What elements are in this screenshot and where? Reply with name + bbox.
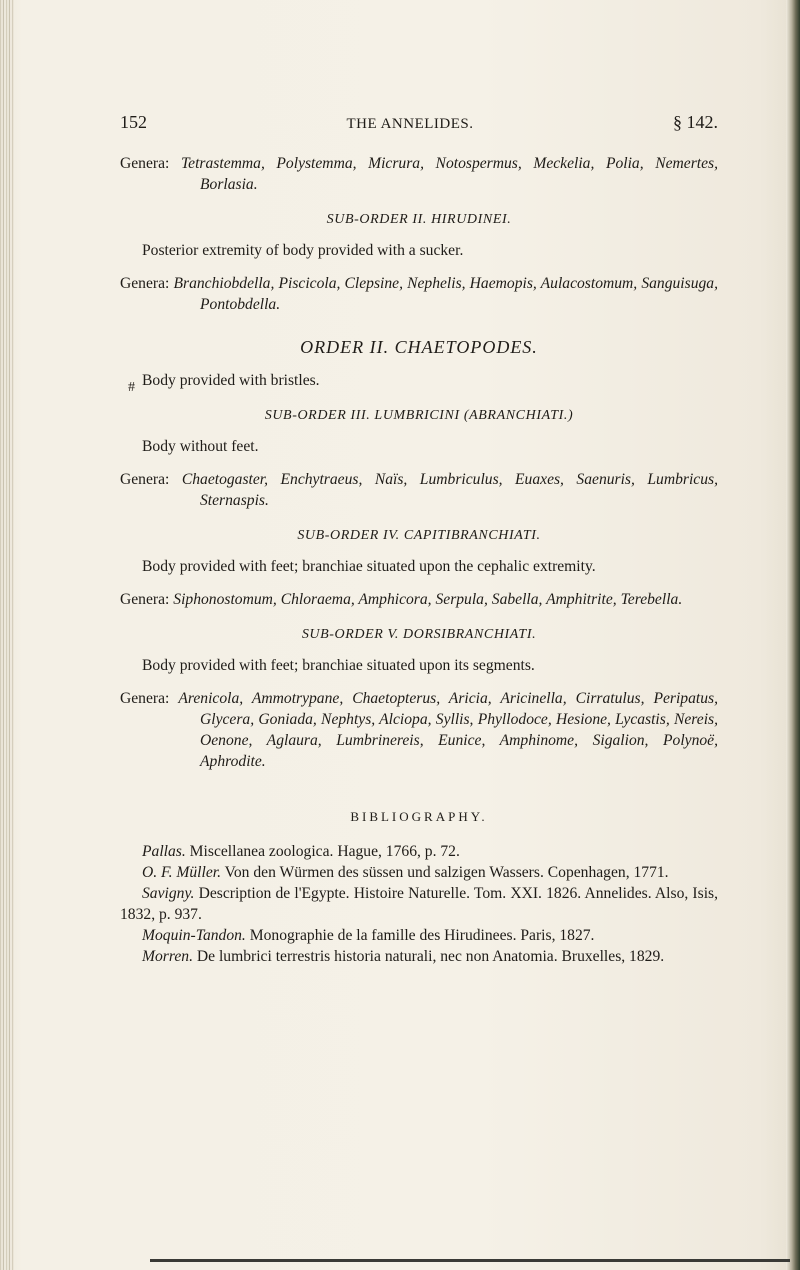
page-content <box>120 112 718 967</box>
suborder-heading-5: SUB-ORDER V. DORSIBRANCHIATI. <box>301 627 537 642</box>
margin-mark: # <box>128 380 135 395</box>
genera-list-2: Genera: Branchiobdella, Piscicola, Clepsine, Nephelis, Haemopis, Aulacostomum, Sanguisuga, Pontobdella. <box>120 275 718 313</box>
suborder-heading-2: SUB-ORDER II. HIRUDINEI. <box>326 212 512 227</box>
genera-list-5: Genera: Arenicola, Ammotrypane, Chaetopterus, Aricia, Aricinella, Cirratulus, Peripatus, Glycera, Goniada, Nephtys, Alciopa, Syllis, Phyllodoce, Hesione, Lycastis, Nereis, Oenone, Aglaura, Lumbrinereis, Eunice, Amphinome, Sigalion, Polynoë, Aphrodite. <box>120 690 718 770</box>
bibliography-entry: O. F. Müller. Von den Würmen des süssen und salzigen Wassers. Copenhagen, 1771. <box>142 864 669 881</box>
suborder-description-3: Body without feet. <box>142 438 259 455</box>
section-number: § 142. <box>673 112 718 132</box>
page-number: 152 <box>120 112 147 132</box>
suborder-description-2: Posterior extremity of body provided with a sucker. <box>142 242 464 259</box>
page-edge-right <box>786 0 800 1270</box>
suborder-heading-4: SUB-ORDER IV. CAPITIBRANCHIATI. <box>297 528 541 543</box>
running-header <box>120 112 718 135</box>
page-edge-left <box>0 0 14 1270</box>
running-title: THE ANNELIDES. <box>346 116 474 132</box>
bibliography-heading: BIBLIOGRAPHY. <box>350 809 488 824</box>
bibliography-entry: Pallas. Miscellanea zoologica. Hague, 1766, p. 72. <box>142 843 460 860</box>
suborder-description-5: Body provided with feet; branchiae situated upon its segments. <box>142 657 535 674</box>
order-description-2: Body provided with bristles. <box>142 372 320 389</box>
genera-list-1: Genera: Tetrastemma, Polystemma, Micrura, Notospermus, Meckelia, Polia, Nemertes, Borlasia. <box>120 155 718 193</box>
bottom-rule <box>150 1259 790 1262</box>
suborder-heading-3: SUB-ORDER III. LUMBRICINI (ABRANCHIATI.) <box>264 408 574 423</box>
bibliography-entry: Moquin-Tandon. Monographie de la famille des Hirudinees. Paris, 1827. <box>142 927 595 944</box>
bibliography-entry: Savigny. Description de l'Egypte. Histoire Naturelle. Tom. XXI. 1826. Annelides. Also, Isis, 1832, p. 937. <box>120 885 718 923</box>
order-heading-2: ORDER II. CHAETOPODES. <box>300 337 538 357</box>
genera-list-3: Genera: Chaetogaster, Enchytraeus, Naïs, Lumbriculus, Euaxes, Saenuris, Lumbricus, Sternaspis. <box>120 471 718 509</box>
genera-list-4: Genera: Siphonostomum, Chloraema, Amphicora, Serpula, Sabella, Amphitrite, Terebella. <box>120 591 683 608</box>
suborder-description-4: Body provided with feet; branchiae situated upon the cephalic extremity. <box>142 558 596 575</box>
bibliography-entry: Morren. De lumbrici terrestris historia naturali, nec non Anatomia. Bruxelles, 1829. <box>142 948 665 965</box>
